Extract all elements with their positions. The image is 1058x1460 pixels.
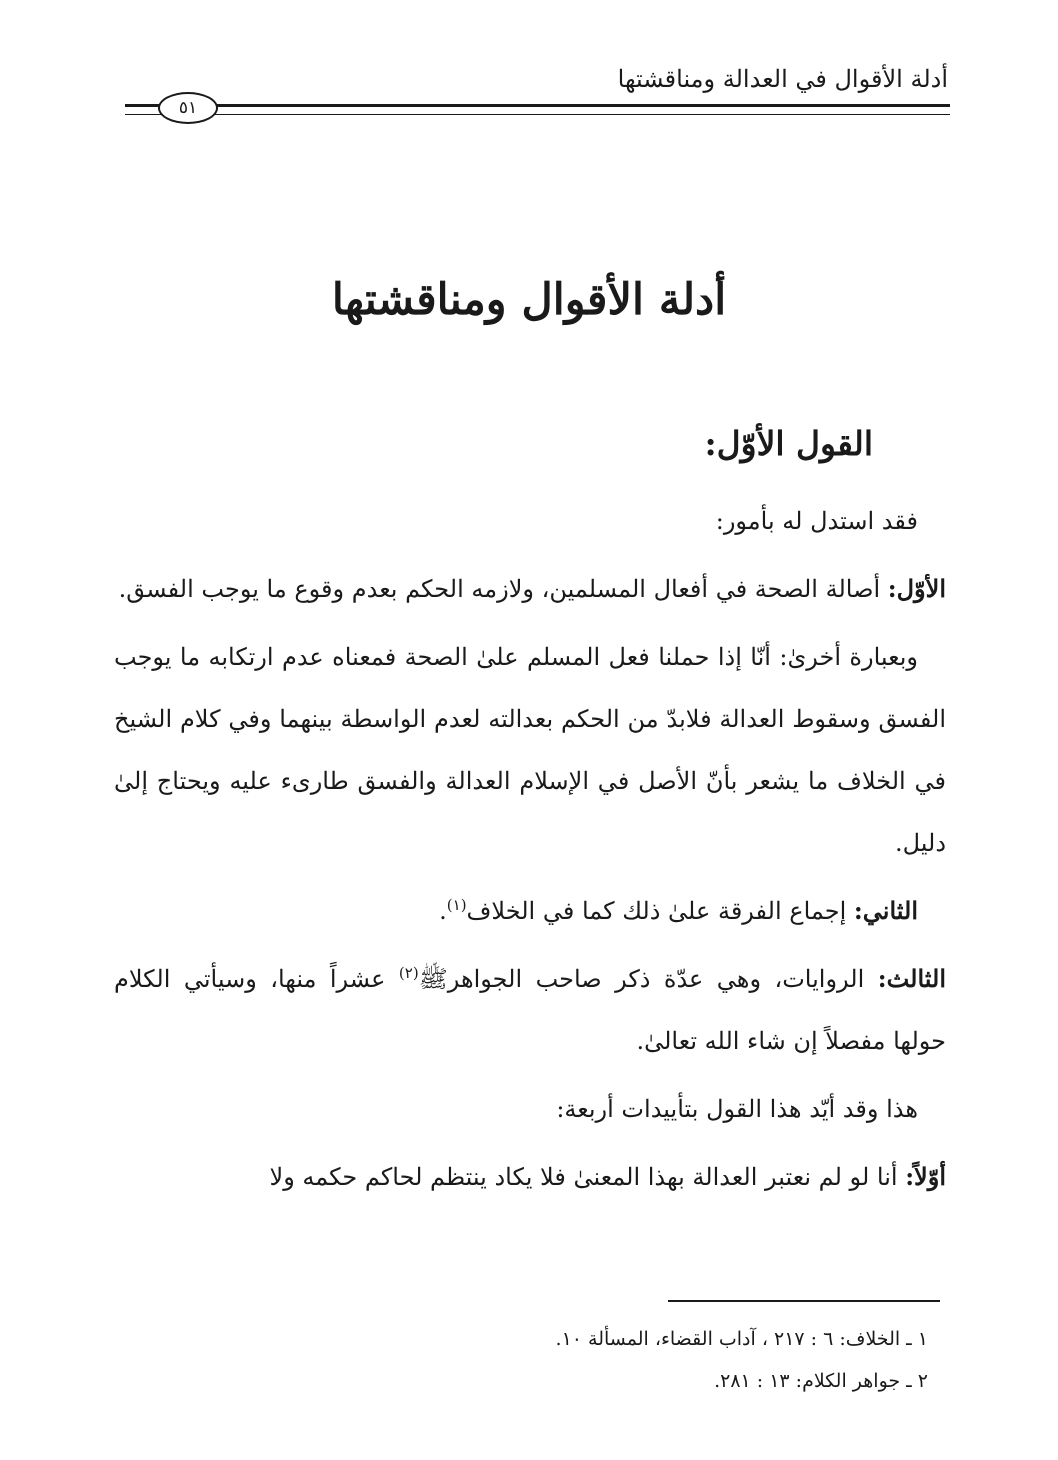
header-rule — [125, 104, 950, 115]
third-label: الثالث: — [877, 964, 946, 993]
body-text — [114, 490, 946, 1214]
third-text-a: الروايات، وهي عدّة ذكر صاحب الجواهر — [447, 965, 878, 993]
footnotes — [168, 1318, 928, 1402]
chapter-title: أدلة الأقوال ومناقشتها — [331, 275, 727, 325]
first-label: الأوّل: — [887, 574, 946, 603]
running-title: أدلة الأقوال في العدالة ومناقشتها — [617, 65, 948, 93]
footnote-2: ٢ ـ جواهر الكلام: ١٣ : ٢٨١. — [714, 1370, 928, 1392]
paragraph-firstly — [114, 1146, 946, 1208]
section-heading: القول الأوّل: — [704, 424, 873, 463]
honorific-glyph: ﷺ — [418, 965, 448, 993]
second-label: الثاني: — [853, 896, 918, 925]
firstly-label: أوّلاً: — [905, 1162, 946, 1191]
footnote-ref-1[interactable]: (١) — [446, 896, 467, 914]
firstly-text: أنا لو لم نعتبر العدالة بهذا المعنىٰ فلا يكاد ينتظم لحاكم حكمه ولا — [269, 1163, 906, 1191]
footnote-rule — [668, 1300, 940, 1302]
footnote-ref-2[interactable]: (٢) — [398, 964, 419, 982]
paragraph-third — [114, 948, 946, 1072]
second-text: إجماع الفرقة علىٰ ذلك كما في الخلاف — [466, 897, 854, 925]
paragraph-first — [114, 558, 946, 620]
page-number: ٥١ — [158, 92, 218, 124]
paragraph-second — [114, 880, 946, 942]
second-end: . — [439, 897, 447, 925]
paragraph-restatement: وبعبارة أخرىٰ: أنّا إذا حملنا فعل المسلم علىٰ الصحة فمعناه عدم ارتكابه ما يوجب الفسق وسقوط العدالة فلابدّ من الحكم بعدالته لعدم الواسطة بينهما وفي كلام الشيخ في الخلاف ما يشعر بأنّ الأصل في الإسلام العدالة والفسق طارىء عليه ويحتاج إلىٰ دليل. — [114, 643, 946, 857]
paragraph-supports: هذا وقد أيّد هذا القول بتأييدات أربعة: — [556, 1095, 918, 1123]
first-text: أصالة الصحة في أفعال المسلمين، ولازمه الحكم بعدم وقوع ما يوجب الفسق. — [118, 575, 888, 603]
third-text-b: عشراً منها، وسيأتي الكلام حولها مفصلاً إن شاء الله تعالىٰ. — [114, 965, 946, 1055]
intro-paragraph: فقد استدل له بأمور: — [715, 507, 918, 535]
footnote-1: ١ ـ الخلاف: ٦ : ٢١٧ ، آداب القضاء، المسألة ١٠. — [555, 1328, 928, 1350]
